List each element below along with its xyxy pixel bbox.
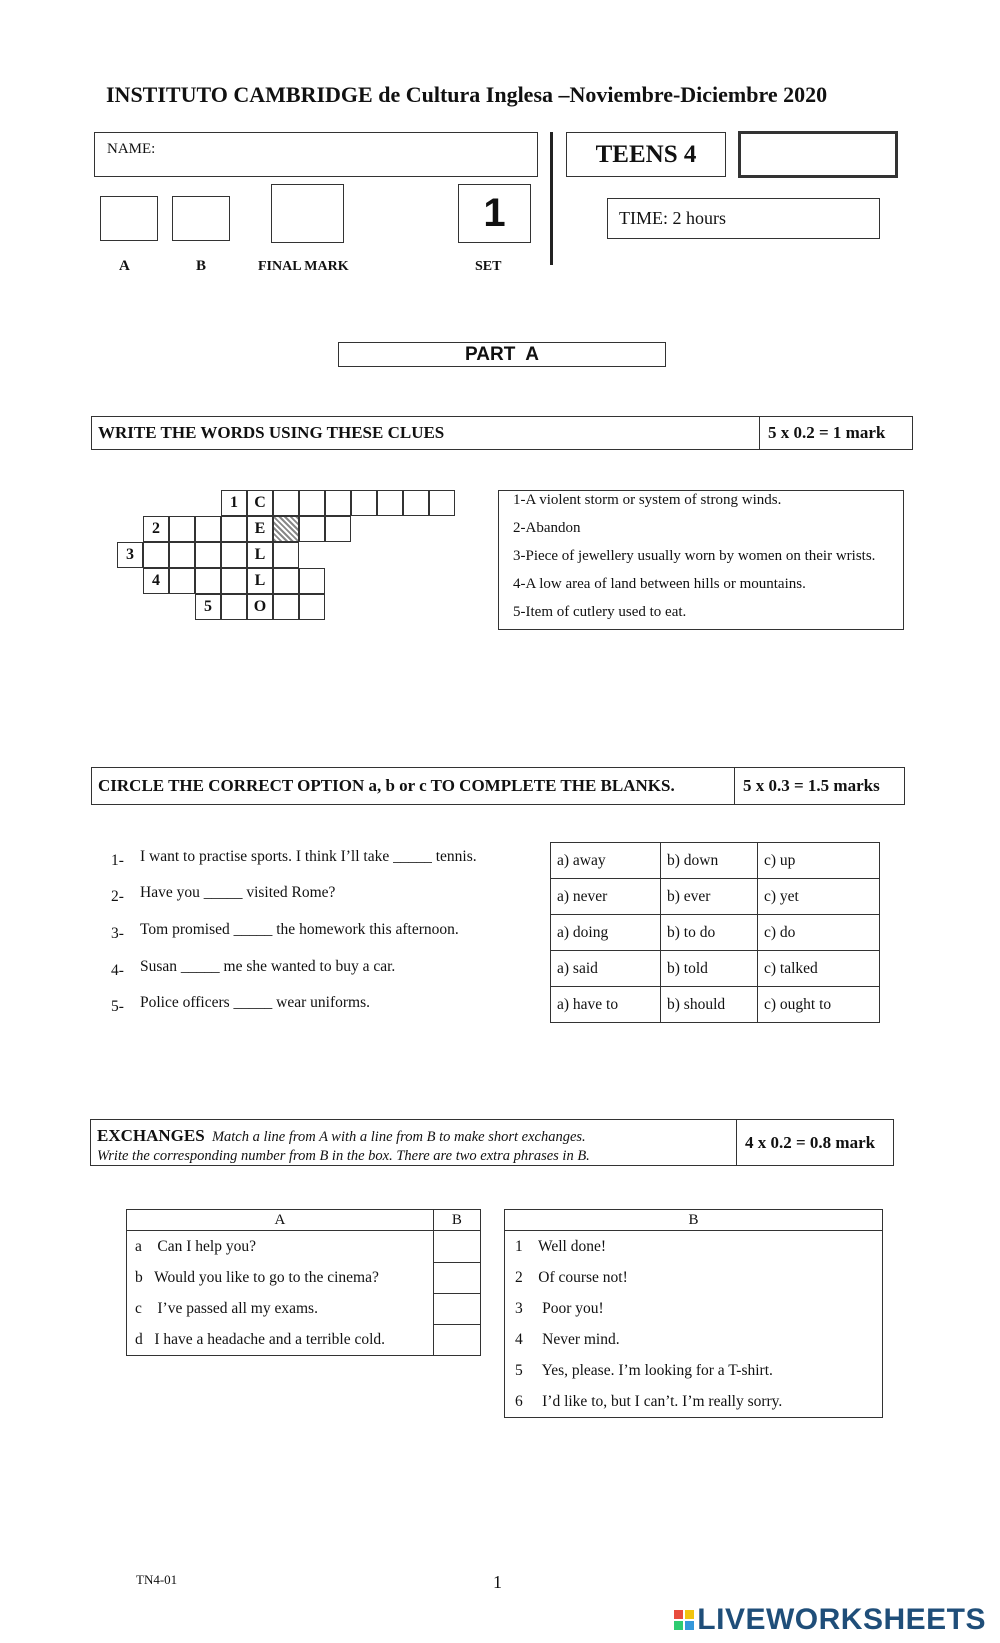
list-item <box>127 1324 434 1356</box>
mark-box-b[interactable] <box>172 196 230 241</box>
option-a[interactable]: a) have to <box>551 987 661 1023</box>
crossword-cell[interactable] <box>273 490 299 516</box>
option-a[interactable]: a) never <box>551 879 661 915</box>
crossword-cell[interactable] <box>273 568 299 594</box>
name-label: NAME: <box>107 141 156 157</box>
clue-2: 2-Abandon <box>513 520 581 536</box>
options-row <box>551 987 880 1023</box>
crossword-number-cell: 2 <box>143 516 169 542</box>
option-a[interactable]: a) said <box>551 951 661 987</box>
answer-box[interactable] <box>433 1231 480 1263</box>
item-text: Would you like to go to the cinema? <box>154 1268 379 1286</box>
table-row <box>505 1324 883 1355</box>
item-number: 4 <box>515 1330 523 1348</box>
crossword-cell[interactable] <box>195 516 221 542</box>
crossword-cell[interactable] <box>299 490 325 516</box>
clue-5: 5-Item of cutlery used to eat. <box>513 604 687 620</box>
option-b[interactable]: b) told <box>661 951 758 987</box>
answer-box[interactable] <box>433 1293 480 1324</box>
option-c[interactable]: c) up <box>758 843 880 879</box>
crossword-number-cell: 4 <box>143 568 169 594</box>
level-box: TEENS 4 <box>566 132 726 177</box>
section3-heading: EXCHANGES <box>97 1126 205 1145</box>
list-item <box>127 1231 434 1263</box>
list-item <box>127 1293 434 1324</box>
item-text: Poor you! <box>542 1299 604 1317</box>
section2-marks: 5 x 0.3 = 1.5 marks <box>734 768 904 804</box>
clue-4: 4-A low area of land between hills or mountains. <box>513 576 806 592</box>
table-row <box>127 1231 481 1263</box>
logo-icon <box>674 1610 694 1630</box>
final-mark-box[interactable] <box>271 184 344 243</box>
section2-header <box>91 767 905 805</box>
crossword-cell[interactable] <box>221 594 247 620</box>
column-b-header: B <box>505 1210 883 1231</box>
table-row <box>505 1386 883 1418</box>
exchanges-table-b <box>504 1209 883 1418</box>
document-code: TN4-01 <box>136 1572 178 1587</box>
crossword-cell[interactable] <box>221 516 247 542</box>
table-row <box>127 1262 481 1293</box>
option-b[interactable]: b) should <box>661 987 758 1023</box>
level-mark-box[interactable] <box>738 131 898 178</box>
item-text: Well done! <box>537 1237 607 1255</box>
options-row <box>551 843 880 879</box>
options-row <box>551 879 880 915</box>
option-a[interactable]: a) doing <box>551 915 661 951</box>
crossword-cell[interactable] <box>195 568 221 594</box>
section3-marks: 4 x 0.2 = 0.8 mark <box>736 1120 893 1165</box>
question-number: 5- <box>111 998 124 1015</box>
item-letter: a <box>135 1237 142 1255</box>
section3-instructions-2: Write the corresponding number from B in the box. There are two extra phrases in B. <box>97 1148 590 1164</box>
name-field[interactable] <box>94 132 538 177</box>
option-a[interactable]: a) away <box>551 843 661 879</box>
question-number: 2- <box>111 888 124 905</box>
crossword-cell[interactable] <box>273 594 299 620</box>
question-number: 4- <box>111 962 124 979</box>
section1-marks: 5 x 0.2 = 1 mark <box>759 417 912 449</box>
page-number: 1 <box>493 1572 502 1592</box>
crossword-cell[interactable] <box>169 516 195 542</box>
crossword-cell[interactable] <box>325 490 351 516</box>
option-c[interactable]: c) talked <box>758 951 880 987</box>
crossword-cell[interactable] <box>299 516 325 542</box>
question-text: Susan _____ me she wanted to buy a car. <box>140 958 396 975</box>
crossword-number-cell: 5 <box>195 594 221 620</box>
options-row <box>551 951 880 987</box>
item-text: Of course not! <box>538 1268 628 1286</box>
crossword-letter-cell: E <box>247 516 273 542</box>
item-number: 2 <box>515 1268 523 1286</box>
section1-heading: WRITE THE WORDS USING THESE CLUES <box>98 423 445 442</box>
label-set: SET <box>475 259 502 274</box>
crossword-cell[interactable] <box>221 568 247 594</box>
divider <box>550 132 553 265</box>
item-letter: c <box>135 1299 142 1317</box>
section3-header <box>90 1119 894 1166</box>
item-number: 1 <box>515 1237 523 1255</box>
option-b[interactable]: b) ever <box>661 879 758 915</box>
page-title: INSTITUTO CAMBRIDGE de Cultura Inglesa –Noviembre-Diciembre 2020 <box>106 82 828 107</box>
item-text: Can I help you? <box>157 1237 256 1255</box>
item-number: 3 <box>515 1299 523 1317</box>
item-letter: b <box>135 1268 143 1286</box>
crossword-letter-cell: L <box>247 568 273 594</box>
table-row <box>505 1262 883 1293</box>
list-item <box>505 1324 883 1355</box>
label-final-mark: FINAL MARK <box>258 259 349 274</box>
time-box: TIME: 2 hours <box>607 198 880 239</box>
item-letter: d <box>135 1330 143 1348</box>
list-item <box>505 1262 883 1293</box>
list-item <box>505 1231 883 1263</box>
crossword-cell[interactable] <box>299 594 325 620</box>
item-number: 5 <box>515 1361 523 1379</box>
column-a-header: A <box>127 1210 434 1231</box>
crossword-cell[interactable] <box>351 490 377 516</box>
list-item <box>505 1293 883 1324</box>
crossword-cell[interactable] <box>299 568 325 594</box>
crossword-number-cell: 1 <box>221 490 247 516</box>
crossword-number-cell: 3 <box>117 542 143 568</box>
question-text: Police officers _____ wear uniforms. <box>140 994 371 1011</box>
option-c[interactable]: c) yet <box>758 879 880 915</box>
item-text: I’ve passed all my exams. <box>157 1299 318 1317</box>
answer-box[interactable] <box>433 1262 480 1293</box>
option-c[interactable]: c) do <box>758 915 880 951</box>
mark-box-a[interactable] <box>100 196 158 241</box>
crossword-shaded-cell <box>273 516 299 542</box>
clue-3: 3-Piece of jewellery usually worn by women on their wrists. <box>513 548 876 564</box>
crossword-cell[interactable] <box>221 542 247 568</box>
set-box: 1 <box>458 184 531 243</box>
question-number: 1- <box>111 852 124 869</box>
item-text: Never mind. <box>542 1330 620 1348</box>
label-a: A <box>119 258 130 274</box>
option-c[interactable]: c) ought to <box>758 987 880 1023</box>
crossword-cell[interactable] <box>325 516 351 542</box>
crossword-cell[interactable] <box>169 568 195 594</box>
question-text: Tom promised _____ the homework this afternoon. <box>140 921 459 938</box>
table-row <box>127 1324 481 1356</box>
question-number: 3- <box>111 925 124 942</box>
logo-text: LIVEWORKSHEETS <box>697 1603 986 1636</box>
logo <box>674 1603 986 1637</box>
list-item <box>505 1386 883 1418</box>
list-item <box>505 1355 883 1386</box>
crossword-cell[interactable] <box>195 542 221 568</box>
crossword-cell[interactable] <box>169 542 195 568</box>
label-b: B <box>196 258 207 274</box>
section2-heading: CIRCLE THE CORRECT OPTION a, b or c TO COMPLETE THE BLANKS. <box>98 776 675 795</box>
table-row <box>505 1355 883 1386</box>
question-text: I want to practise sports. I think I’ll take _____ tennis. <box>140 848 477 865</box>
crossword-cell[interactable] <box>429 490 455 516</box>
crossword-cell[interactable] <box>377 490 403 516</box>
section3-heading-block <box>91 1120 736 1165</box>
options-table <box>550 842 880 1023</box>
crossword-cell[interactable] <box>143 542 169 568</box>
item-text: Yes, please. I’m looking for a T-shirt. <box>541 1361 773 1379</box>
option-b[interactable]: b) down <box>661 843 758 879</box>
crossword-letter-cell: L <box>247 542 273 568</box>
option-b[interactable]: b) to do <box>661 915 758 951</box>
column-b-header: B <box>433 1210 480 1231</box>
options-row <box>551 915 880 951</box>
table-row <box>127 1293 481 1324</box>
list-item <box>127 1262 434 1293</box>
clue-1: 1-A violent storm or system of strong winds. <box>513 492 782 508</box>
part-title: PART A <box>338 342 666 367</box>
crossword-letter-cell: C <box>247 490 273 516</box>
crossword-cell[interactable] <box>403 490 429 516</box>
crossword-letter-cell: O <box>247 594 273 620</box>
item-text: I have a headache and a terrible cold. <box>154 1330 386 1348</box>
item-text: I’d like to, but I can’t. I’m really sorry. <box>542 1392 783 1410</box>
section3-instructions-1: Match a line from A with a line from B to make short exchanges. <box>211 1129 586 1145</box>
table-row <box>505 1231 883 1263</box>
exchanges-table-a <box>126 1209 481 1356</box>
table-row <box>505 1293 883 1324</box>
section1-header <box>91 416 913 450</box>
answer-box[interactable] <box>433 1324 480 1356</box>
item-number: 6 <box>515 1392 523 1410</box>
crossword-cell[interactable] <box>273 542 299 568</box>
question-text: Have you _____ visited Rome? <box>140 884 336 901</box>
